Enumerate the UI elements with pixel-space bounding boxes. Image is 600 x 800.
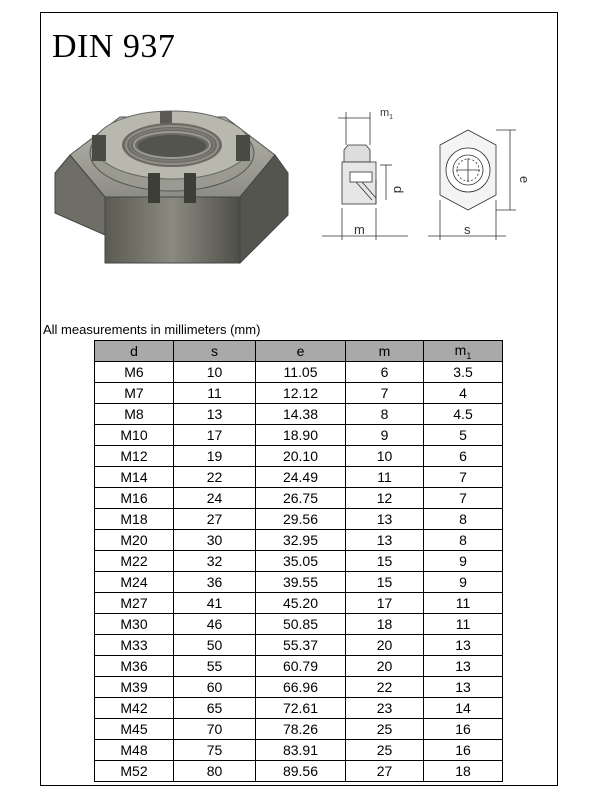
header-m: m xyxy=(346,341,424,362)
table-cell: M10 xyxy=(95,425,174,446)
table-cell: M33 xyxy=(95,635,174,656)
table-cell: 39.55 xyxy=(256,572,346,593)
table-cell: 12 xyxy=(346,488,424,509)
table-cell: 25 xyxy=(346,719,424,740)
table-cell: M30 xyxy=(95,614,174,635)
table-cell: 22 xyxy=(174,467,256,488)
table-row xyxy=(95,509,503,530)
table-row xyxy=(95,698,503,719)
table-cell: 13 xyxy=(346,509,424,530)
table-cell: 8 xyxy=(346,404,424,425)
table-row xyxy=(95,635,503,656)
table-cell: 7 xyxy=(424,467,503,488)
table-cell: M16 xyxy=(95,488,174,509)
table-cell: 11 xyxy=(424,614,503,635)
table-cell: 14.38 xyxy=(256,404,346,425)
table-cell: 4 xyxy=(424,383,503,404)
table-cell: 24 xyxy=(174,488,256,509)
table-cell: 4.5 xyxy=(424,404,503,425)
dim-e-label: e xyxy=(517,176,532,184)
table-cell: M14 xyxy=(95,467,174,488)
table-cell: 7 xyxy=(346,383,424,404)
dim-d-label: d xyxy=(391,186,406,194)
table-cell: 55.37 xyxy=(256,635,346,656)
table-cell: 11 xyxy=(174,383,256,404)
table-cell: 14 xyxy=(424,698,503,719)
dim-m1-label: $m_1$ xyxy=(380,107,394,121)
table-cell: 29.56 xyxy=(256,509,346,530)
table-cell: 45.20 xyxy=(256,593,346,614)
table-header-row xyxy=(95,341,503,362)
table-cell: 18 xyxy=(424,761,503,782)
table-cell: M7 xyxy=(95,383,174,404)
table-row xyxy=(95,404,503,425)
table-cell: M42 xyxy=(95,698,174,719)
table-cell: M18 xyxy=(95,509,174,530)
dim-s-label: s xyxy=(464,222,471,237)
table-cell: 70 xyxy=(174,719,256,740)
table-cell: 18.90 xyxy=(256,425,346,446)
table-cell: 5 xyxy=(424,425,503,446)
table-cell: 6 xyxy=(424,446,503,467)
table-cell: M45 xyxy=(95,719,174,740)
table-cell: 72.61 xyxy=(256,698,346,719)
table-cell: 89.56 xyxy=(256,761,346,782)
table-cell: 11.05 xyxy=(256,362,346,383)
table-cell: 11 xyxy=(424,593,503,614)
table-cell: M12 xyxy=(95,446,174,467)
table-cell: 20.10 xyxy=(256,446,346,467)
table-row xyxy=(95,446,503,467)
table-cell: 8 xyxy=(424,530,503,551)
table-cell: 41 xyxy=(174,593,256,614)
page-title: DIN 937 xyxy=(52,28,176,65)
table-cell: 13 xyxy=(346,530,424,551)
table-cell: 23 xyxy=(346,698,424,719)
table-cell: 27 xyxy=(346,761,424,782)
table-cell: 66.96 xyxy=(256,677,346,698)
header-e: e xyxy=(256,341,346,362)
table-cell: M27 xyxy=(95,593,174,614)
table-cell: 20 xyxy=(346,635,424,656)
table-cell: 7 xyxy=(424,488,503,509)
table-cell: 13 xyxy=(424,656,503,677)
table-row xyxy=(95,425,503,446)
table-cell: 78.26 xyxy=(256,719,346,740)
dim-m-label: m xyxy=(354,222,365,237)
table-cell: M6 xyxy=(95,362,174,383)
table-cell: M22 xyxy=(95,551,174,572)
table-cell: 10 xyxy=(346,446,424,467)
table-cell: 25 xyxy=(346,740,424,761)
header-s: s xyxy=(174,341,256,362)
table-cell: 3.5 xyxy=(424,362,503,383)
table-cell: M48 xyxy=(95,740,174,761)
table-cell: 8 xyxy=(424,509,503,530)
table-cell: 17 xyxy=(174,425,256,446)
table-cell: 15 xyxy=(346,572,424,593)
table-row xyxy=(95,719,503,740)
table-cell: 12.12 xyxy=(256,383,346,404)
table-cell: 50.85 xyxy=(256,614,346,635)
table-cell: M8 xyxy=(95,404,174,425)
table-cell: M24 xyxy=(95,572,174,593)
table-cell: 13 xyxy=(424,677,503,698)
castle-nut-photo xyxy=(50,95,290,265)
table-row xyxy=(95,530,503,551)
table-cell: 75 xyxy=(174,740,256,761)
table-cell: M52 xyxy=(95,761,174,782)
table-cell: 18 xyxy=(346,614,424,635)
table-row xyxy=(95,614,503,635)
table-row xyxy=(95,740,503,761)
table-cell: 27 xyxy=(174,509,256,530)
table-row xyxy=(95,467,503,488)
table-cell: 17 xyxy=(346,593,424,614)
table-cell: 16 xyxy=(424,740,503,761)
table-cell: 32 xyxy=(174,551,256,572)
table-cell: 22 xyxy=(346,677,424,698)
table-cell: 16 xyxy=(424,719,503,740)
table-cell: 9 xyxy=(424,551,503,572)
dimensions-table xyxy=(94,340,503,782)
table-cell: M39 xyxy=(95,677,174,698)
table-cell: 24.49 xyxy=(256,467,346,488)
header-m1: $m_1$ xyxy=(424,341,503,362)
table-cell: 19 xyxy=(174,446,256,467)
header-d: d xyxy=(95,341,174,362)
table-cell: 30 xyxy=(174,530,256,551)
table-row xyxy=(95,572,503,593)
table-cell: M20 xyxy=(95,530,174,551)
technical-drawing xyxy=(318,100,532,250)
table-cell: 55 xyxy=(174,656,256,677)
table-cell: 35.05 xyxy=(256,551,346,572)
table-cell: 20 xyxy=(346,656,424,677)
table-cell: 13 xyxy=(174,404,256,425)
table-cell: 50 xyxy=(174,635,256,656)
table-cell: 32.95 xyxy=(256,530,346,551)
table-cell: 15 xyxy=(346,551,424,572)
table-cell: 65 xyxy=(174,698,256,719)
table-row xyxy=(95,383,503,404)
table-row xyxy=(95,656,503,677)
table-cell: 60 xyxy=(174,677,256,698)
units-note: All measurements in millimeters (mm) xyxy=(43,322,261,337)
table-cell: 10 xyxy=(174,362,256,383)
table-cell: 13 xyxy=(424,635,503,656)
table-cell: 83.91 xyxy=(256,740,346,761)
table-row xyxy=(95,761,503,782)
table-cell: 60.79 xyxy=(256,656,346,677)
table-cell: 9 xyxy=(346,425,424,446)
table-cell: M36 xyxy=(95,656,174,677)
table-cell: 11 xyxy=(346,467,424,488)
table-row xyxy=(95,593,503,614)
table-cell: 9 xyxy=(424,572,503,593)
table-cell: 80 xyxy=(174,761,256,782)
table-cell: 26.75 xyxy=(256,488,346,509)
table-row xyxy=(95,362,503,383)
table-cell: 36 xyxy=(174,572,256,593)
table-cell: 46 xyxy=(174,614,256,635)
table-row xyxy=(95,677,503,698)
table-row xyxy=(95,551,503,572)
table-cell: 6 xyxy=(346,362,424,383)
table-row xyxy=(95,488,503,509)
